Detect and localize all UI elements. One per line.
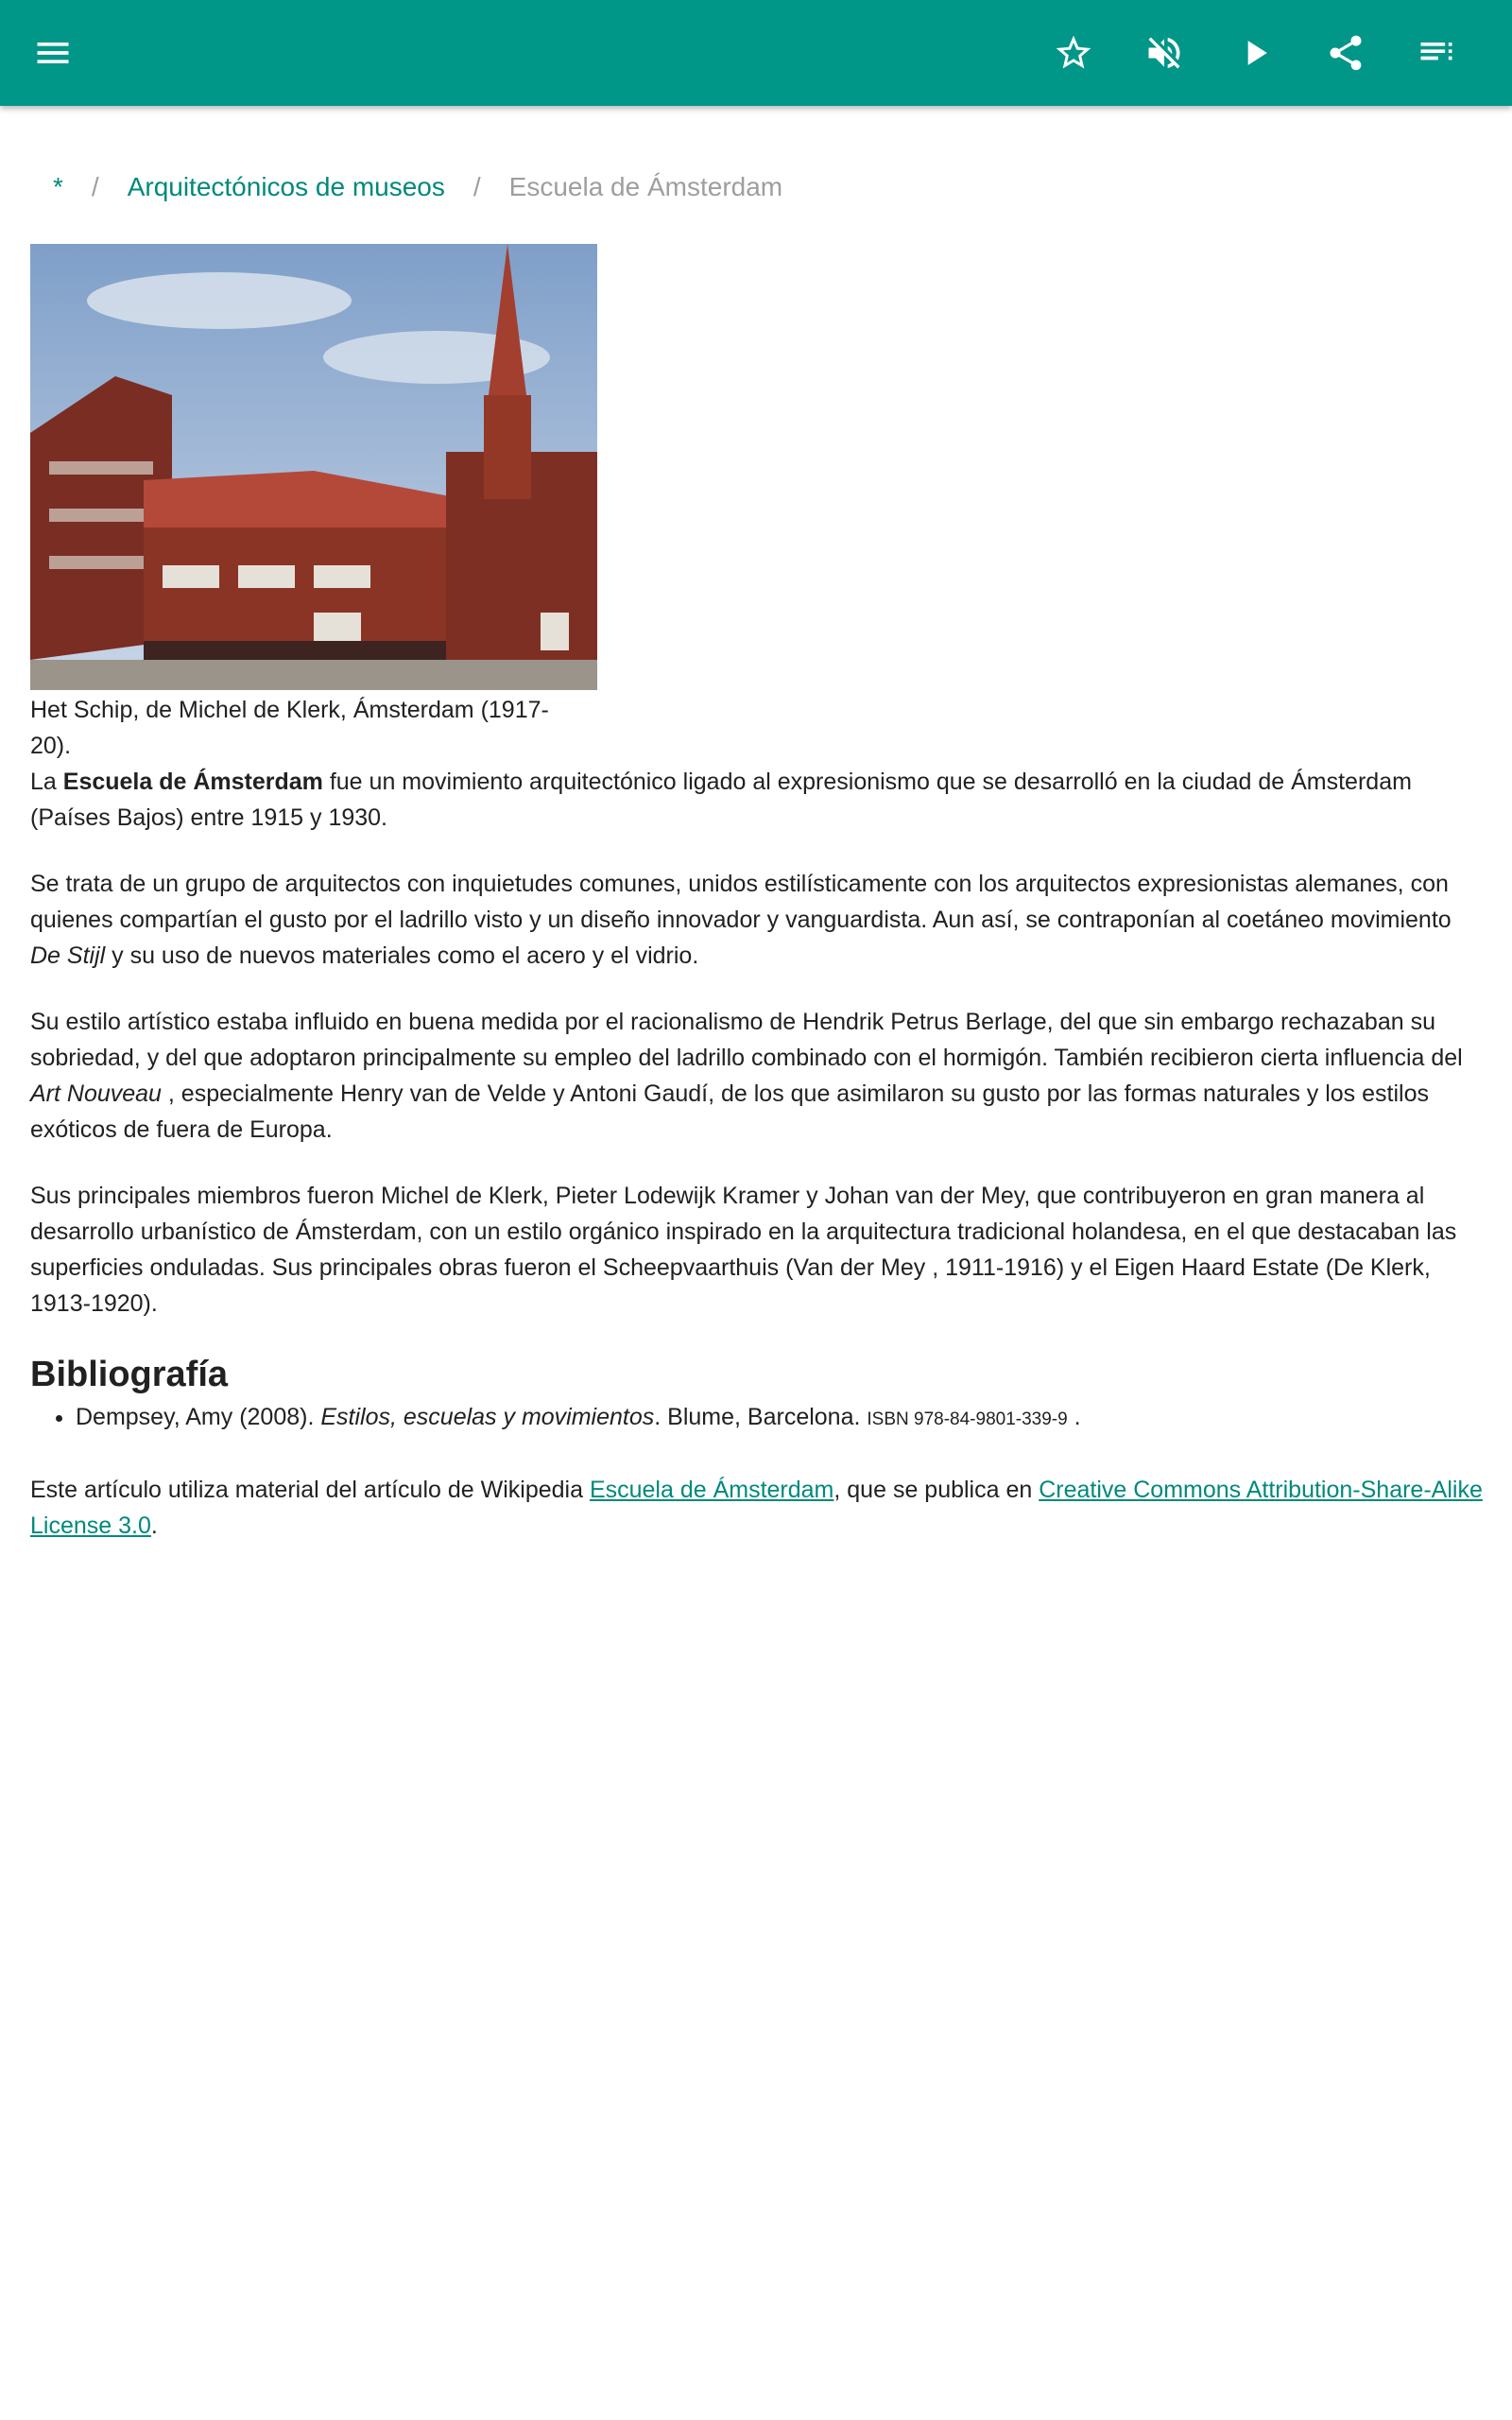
bibliography-heading: Bibliografía xyxy=(30,1355,229,1394)
paragraph-2-text-end: y su uso de nuevos materiales como el acero y el vidrio. xyxy=(105,942,699,969)
intro-prefix: La xyxy=(30,769,63,795)
bibliography-item xyxy=(76,1399,1486,1438)
paragraph-4: Sus principales miembros fueron Michel de Klerk, Pieter Lodewijk Kramer y Johan van der Mey, que contribuyeron en gran manera al desarrollo urbanístico de Ámsterdam, con un estilo orgánico inspirado en la arquitectura tradicional holandesa, en el que destacaban las superficies onduladas. Sus principales obras fueron el Scheepvaarthuis (Van der Mey , 1911-1916) y el Eigen Haard Estate (De Klerk, 1913-1920). xyxy=(30,1183,1457,1317)
breadcrumb-parent-link[interactable]: Arquitectónicos de museos xyxy=(127,172,445,201)
play-icon xyxy=(1234,32,1276,74)
paragraph-3-text: Su estilo artístico estaba influido en buena medida por el racionalismo de Hendrik Petrus Berlage, del que sin embargo rechazaban su sobriedad, y del que adoptaron principalmente su empleo del ladrillo combinado con el hormigón. También recibieron cierta influencia del xyxy=(30,1009,1463,1071)
paragraph-3-emphasis: Art Nouveau xyxy=(30,1080,162,1107)
mute-button[interactable] xyxy=(1119,0,1210,106)
license-text-middle: , que se publica en xyxy=(833,1477,1040,1503)
license-paragraph xyxy=(30,1472,1486,1544)
breadcrumb-separator: / xyxy=(472,172,481,201)
paragraph-2-emphasis: De Stijl xyxy=(30,942,106,969)
bibliography-list xyxy=(30,1399,1486,1438)
bibliography-publisher: . Blume, Barcelona. xyxy=(654,1404,868,1430)
bibliography-end: . xyxy=(1067,1404,1081,1430)
bibliography-author: Dempsey, Amy (2008). xyxy=(76,1404,321,1430)
license-text-end: . xyxy=(150,1512,158,1539)
intro-suffix: fue un movimiento arquitectónico ligado al expresionismo que se desarrolló en la ciudad de Ámsterdam (Países Bajos) entre 1915 y 1930. xyxy=(30,769,1412,831)
breadcrumb-separator: / xyxy=(91,172,99,201)
breadcrumb-home-link[interactable]: * xyxy=(53,172,63,201)
app-toolbar xyxy=(0,0,1512,106)
share-icon xyxy=(1325,32,1366,74)
play-button[interactable] xyxy=(1210,0,1300,106)
article-figure xyxy=(30,244,597,764)
menu-button[interactable] xyxy=(8,0,98,106)
playlist-button[interactable] xyxy=(1391,0,1482,106)
figure-caption: Het Schip, de Michel de Klerk, Ámsterdam (1917-20). xyxy=(30,697,549,759)
bibliography-title: Estilos, escuelas y movimientos xyxy=(320,1404,655,1430)
license-text: Este artículo utiliza material del artículo de Wikipedia xyxy=(30,1477,590,1503)
paragraph-2-text: Se trata de un grupo de arquitectos con inquietudes comunes, unidos estilísticamente con los arquitectos expresionistas alemanes, con quienes compartían el gusto por el ladrillo visto y un diseño innovador y vanguardista. Aun así, se contraponían al coetáneo movimiento xyxy=(30,871,1452,933)
playlist-icon xyxy=(1416,32,1457,74)
volume-off-icon xyxy=(1143,32,1185,74)
cc-license-link[interactable]: Creative Commons Attribution-Share-Alike License 3.0 xyxy=(30,1477,1483,1539)
article-photo[interactable] xyxy=(30,244,597,690)
bibliography-isbn: ISBN 978-84-9801-339-9 xyxy=(867,1409,1068,1429)
toolbar-actions xyxy=(1028,0,1482,106)
share-button[interactable] xyxy=(1300,0,1391,106)
paragraph-3-text-end: , especialmente Henry van de Velde y Antoni Gaudí, de los que asimilaron su gusto por las formas naturales y los estilos exóticos de fuera de Europa. xyxy=(30,1080,1429,1143)
breadcrumb-current: Escuela de Ámsterdam xyxy=(508,172,783,201)
wikipedia-article-link[interactable]: Escuela de Ámsterdam xyxy=(589,1477,834,1503)
breadcrumb xyxy=(53,166,782,208)
favorite-button[interactable] xyxy=(1028,0,1119,106)
hamburger-menu-icon xyxy=(32,32,74,74)
intro-paragraph xyxy=(30,764,1486,836)
intro-term: Escuela de Ámsterdam xyxy=(62,769,323,795)
paragraph-2 xyxy=(30,866,1486,974)
star-outline-icon xyxy=(1053,32,1094,74)
paragraph-3 xyxy=(30,1004,1486,1148)
article-content xyxy=(30,244,1486,1574)
